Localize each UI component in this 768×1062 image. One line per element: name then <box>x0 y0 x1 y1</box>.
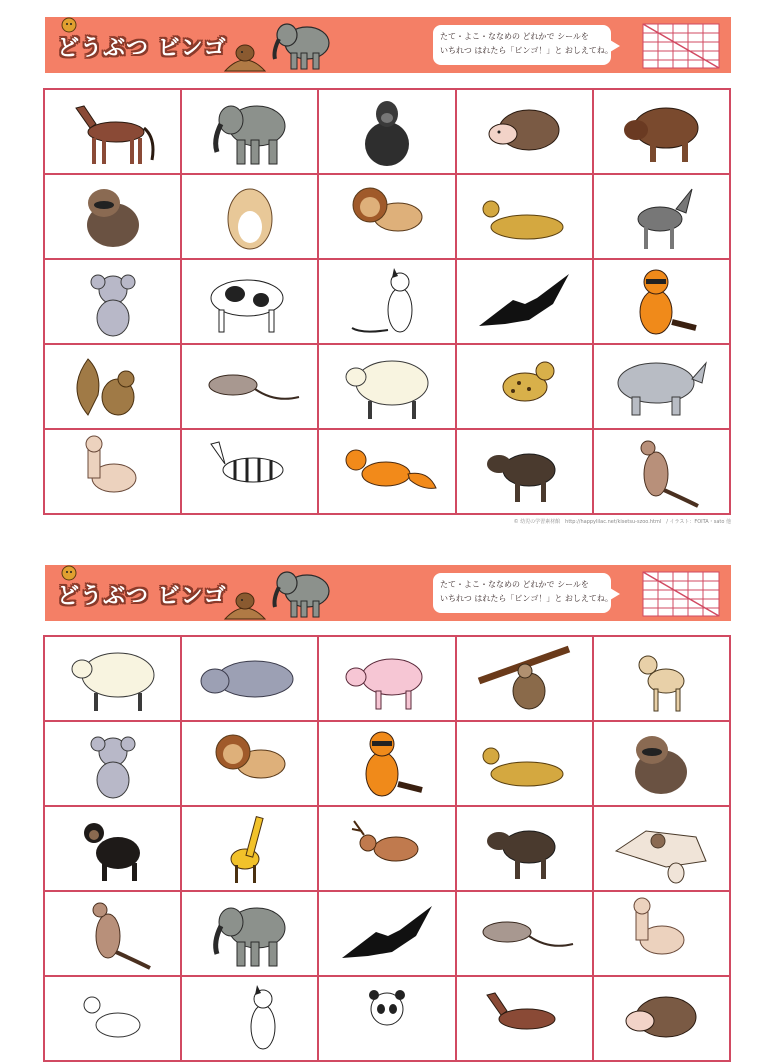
bingo-cell-bat[interactable] <box>457 260 594 345</box>
warthog-icon <box>469 434 579 510</box>
lion-icon <box>195 726 305 802</box>
koala-icon <box>58 264 168 340</box>
bingo-grid-icon <box>642 23 720 69</box>
bingo-cell-alpaca[interactable] <box>594 892 731 977</box>
wolf-icon <box>606 179 716 255</box>
bingo-cell-raccoon-dog[interactable] <box>45 175 182 260</box>
lion-icon <box>332 179 442 255</box>
page-title: どうぶつ ビンゴ <box>57 584 227 609</box>
mole-icon <box>223 587 267 621</box>
bingo-cell-hippopotamus[interactable] <box>182 637 319 722</box>
bingo-cell-gorilla[interactable] <box>319 90 456 175</box>
gorilla-icon <box>332 94 442 170</box>
hamster-icon <box>195 179 305 255</box>
banner <box>45 565 731 621</box>
mole-icon <box>223 39 267 73</box>
bingo-cell-koala[interactable] <box>45 722 182 807</box>
bingo-grid <box>43 88 731 515</box>
bat-icon <box>469 264 579 340</box>
bingo-cell-hedgehog[interactable] <box>457 90 594 175</box>
bingo-cell-leopard[interactable] <box>457 345 594 430</box>
bingo-cell-zebra[interactable] <box>182 430 319 515</box>
bingo-cell-squirrel[interactable] <box>45 345 182 430</box>
bingo-cell-lion[interactable] <box>182 722 319 807</box>
warthog-icon <box>469 811 579 887</box>
credit-text: © 幼児の学習素材館 http://happylilac.net/kisetsu-szoo.html / イラスト：FOITA・sato 他 <box>513 519 731 525</box>
cat-icon <box>332 264 442 340</box>
bingo-cell-hedgehog[interactable] <box>594 977 731 1062</box>
panda-icon <box>332 981 442 1057</box>
bingo-cell-kangaroo[interactable] <box>594 430 731 515</box>
sheep-icon <box>332 349 442 425</box>
giraffe-icon <box>195 811 305 887</box>
sloth-icon <box>469 641 579 717</box>
instruction-line-2: いちれつ はれたら「ビンゴ！」と おしえてね。 <box>440 594 613 603</box>
bingo-cell-goat[interactable] <box>45 977 182 1062</box>
bingo-cell-warthog[interactable] <box>457 430 594 515</box>
alpaca-icon <box>606 896 716 972</box>
kangaroo-icon <box>58 896 168 972</box>
zebra-icon <box>195 434 305 510</box>
hedgehog-icon <box>469 94 579 170</box>
bat-icon <box>332 896 442 972</box>
banner <box>45 17 731 73</box>
bingo-cell-flying-squirrel[interactable] <box>594 807 731 892</box>
bingo-cell-fox[interactable] <box>319 430 456 515</box>
bingo-cell-koala[interactable] <box>45 260 182 345</box>
sheep-icon <box>58 641 168 717</box>
bingo-cell-hamster[interactable] <box>182 175 319 260</box>
instruction-bubble <box>433 25 611 65</box>
chimpanzee-icon <box>58 811 168 887</box>
bingo-cell-rhinoceros[interactable] <box>594 345 731 430</box>
bingo-cell-rat[interactable] <box>182 345 319 430</box>
bingo-cell-horse[interactable] <box>45 90 182 175</box>
elephant-icon <box>267 17 337 73</box>
bingo-cell-kangaroo[interactable] <box>45 892 182 977</box>
elephant-icon <box>267 565 337 621</box>
bingo-cell-lion[interactable] <box>319 175 456 260</box>
bingo-cell-panda[interactable] <box>319 977 456 1062</box>
raccoon-dog-icon <box>58 179 168 255</box>
bingo-cell-chimpanzee[interactable] <box>45 807 182 892</box>
bingo-cell-weasel[interactable] <box>457 722 594 807</box>
instruction-line-1: たて・よこ・ななめの どれかで シールを <box>440 580 589 589</box>
cow-icon <box>195 264 305 340</box>
bingo-cell-alpaca[interactable] <box>45 430 182 515</box>
bingo-cell-boar[interactable] <box>594 90 731 175</box>
bingo-cell-dog[interactable] <box>594 637 731 722</box>
goat-icon <box>58 981 168 1057</box>
fox-icon <box>332 434 442 510</box>
raccoon-icon <box>606 264 716 340</box>
bingo-grid <box>43 635 731 1062</box>
boar-icon <box>606 94 716 170</box>
koala-icon <box>58 726 168 802</box>
horse-icon <box>469 981 579 1057</box>
bingo-cell-raccoon-dog[interactable] <box>594 722 731 807</box>
horse-icon <box>58 94 168 170</box>
bingo-cell-giraffe[interactable] <box>182 807 319 892</box>
bingo-cell-pig[interactable] <box>319 637 456 722</box>
bingo-cell-cat[interactable] <box>182 977 319 1062</box>
rhinoceros-icon <box>606 349 716 425</box>
deer-icon <box>332 811 442 887</box>
bingo-cell-elephant[interactable] <box>182 892 319 977</box>
weasel-icon <box>469 726 579 802</box>
leopard-icon <box>469 349 579 425</box>
kangaroo-icon <box>606 434 716 510</box>
instruction-line-2: いちれつ はれたら「ビンゴ！」と おしえてね。 <box>440 46 613 55</box>
bingo-cell-cat[interactable] <box>319 260 456 345</box>
instruction-bubble <box>433 573 611 613</box>
bingo-cell-wolf[interactable] <box>594 175 731 260</box>
raccoon-dog-icon <box>606 726 716 802</box>
bingo-cell-sloth[interactable] <box>457 637 594 722</box>
bingo-cell-sheep[interactable] <box>319 345 456 430</box>
bingo-cell-deer[interactable] <box>319 807 456 892</box>
cat-icon <box>195 981 305 1057</box>
bingo-cell-rat[interactable] <box>457 892 594 977</box>
rat-icon <box>195 349 305 425</box>
flying-squirrel-icon <box>606 811 716 887</box>
bingo-cell-sheep[interactable] <box>45 637 182 722</box>
bingo-cell-weasel[interactable] <box>457 175 594 260</box>
dog-icon <box>606 641 716 717</box>
instruction-line-1: たて・よこ・ななめの どれかで シールを <box>440 32 589 41</box>
rat-icon <box>469 896 579 972</box>
bingo-cell-raccoon[interactable] <box>594 260 731 345</box>
weasel-icon <box>469 179 579 255</box>
bingo-cell-warthog[interactable] <box>457 807 594 892</box>
bingo-cell-cow[interactable] <box>182 260 319 345</box>
bingo-grid-icon <box>642 571 720 617</box>
alpaca-icon <box>58 434 168 510</box>
bingo-cell-raccoon[interactable] <box>319 722 456 807</box>
elephant-icon <box>195 94 305 170</box>
squirrel-icon <box>58 349 168 425</box>
bingo-cell-bat[interactable] <box>319 892 456 977</box>
pig-icon <box>332 641 442 717</box>
bingo-cell-horse[interactable] <box>457 977 594 1062</box>
hippopotamus-icon <box>195 641 305 717</box>
page-title: どうぶつ ビンゴ <box>57 36 227 61</box>
elephant-icon <box>195 896 305 972</box>
bingo-cell-elephant[interactable] <box>182 90 319 175</box>
raccoon-icon <box>332 726 442 802</box>
hedgehog-icon <box>606 981 716 1057</box>
